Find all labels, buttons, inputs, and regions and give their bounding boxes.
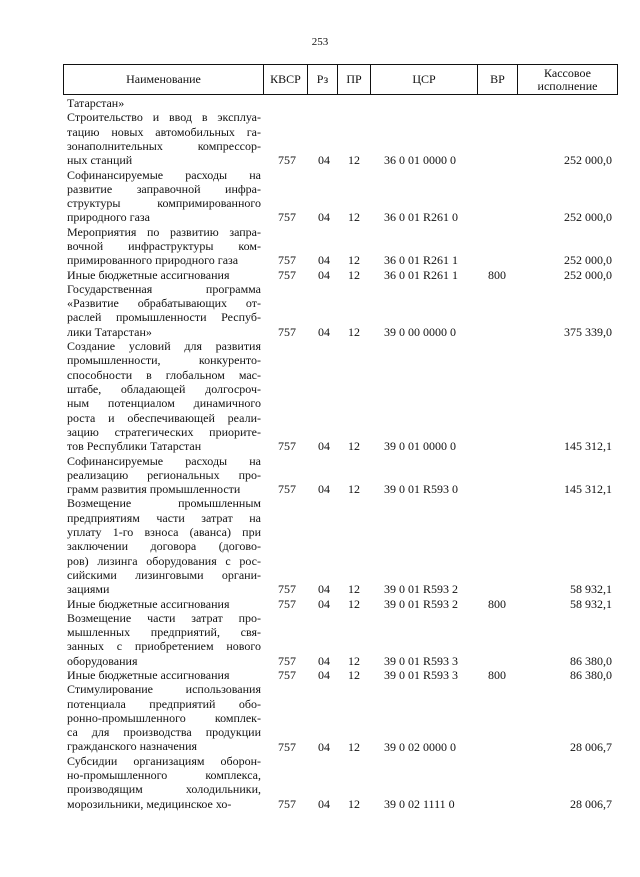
row-name-line: уплату 1-го взноса (аванса) при <box>67 524 261 539</box>
row-name-line: Иные бюджетные ассигнования <box>67 668 230 682</box>
row-name-line: са для производства продукции <box>67 725 261 740</box>
row-rz: 04 <box>318 582 330 597</box>
row-name-line: промышленности, конкуренто- <box>67 353 261 368</box>
row-pr: 12 <box>348 739 360 754</box>
row-kvsr: 757 <box>278 153 296 168</box>
row-name <box>67 496 261 596</box>
row-csr: 36 0 01 R261 0 <box>384 210 459 225</box>
row-rz: 04 <box>318 324 330 339</box>
row-name-line: занных с приобретением нового <box>67 639 261 654</box>
row-rz: 04 <box>318 210 330 225</box>
row-pr: 12 <box>348 267 360 282</box>
row-pr: 12 <box>348 596 360 611</box>
page-number: 253 <box>311 36 329 48</box>
row-name-line: сийскими лизинговыми органи- <box>67 567 261 582</box>
row-pr: 12 <box>348 482 360 497</box>
row-name-line: природного газа <box>67 210 150 225</box>
row-pr: 12 <box>348 253 360 268</box>
row-csr: 39 0 01 R593 2 <box>384 582 459 597</box>
row-name-line: Субсидии организациям оборон- <box>67 753 261 768</box>
row-name <box>67 282 261 339</box>
row-name-line: раслей промышленности Респуб- <box>67 310 261 325</box>
row-name-line: примированного природного газа <box>67 253 239 268</box>
row-name-line: штабе, обладающей долгосроч- <box>67 381 261 396</box>
row-rz: 04 <box>318 267 330 282</box>
row-kvsr: 757 <box>278 653 296 668</box>
row-csr: 39 0 02 1111 0 <box>384 796 455 811</box>
row-name-line: Софинансируемые расходы на <box>67 167 261 182</box>
row-name-line: ных станций <box>67 153 133 168</box>
row-amount: 145 312,1 <box>564 482 612 497</box>
row-name <box>67 454 261 497</box>
row-name-line: ным потенциалом динамичного <box>67 396 261 411</box>
row-name-line: реализацию региональных про- <box>67 467 261 482</box>
row-amount: 86 380,0 <box>570 653 612 668</box>
row-amount: 252 000,0 <box>564 267 612 282</box>
row-name-line: оборудования <box>67 653 138 668</box>
row-kvsr: 757 <box>278 739 296 754</box>
row-rz: 04 <box>318 739 330 754</box>
row-pr: 12 <box>348 668 360 682</box>
row-amount: 58 932,1 <box>570 582 612 597</box>
row-name-line: Строительство и ввод в эксплуа- <box>67 110 261 125</box>
row-csr: 36 0 01 R261 1 <box>384 253 459 268</box>
row-rz: 04 <box>318 153 330 168</box>
row-name-line: Государственная программа <box>67 281 261 296</box>
row-csr: 39 0 01 R593 2 <box>384 596 459 611</box>
row-name-line: Создание условий для развития <box>67 339 261 354</box>
row-name-line: зонаполнительных компрессор- <box>67 138 261 153</box>
row-vr: 800 <box>488 668 506 682</box>
row-rz: 04 <box>318 482 330 497</box>
row-name-line: вочной инфраструктуры ком- <box>67 238 261 253</box>
header-name: Наименование <box>64 65 264 95</box>
row-name <box>67 597 261 611</box>
row-csr: 36 0 01 R261 1 <box>384 267 459 282</box>
row-name-line: структуры компримированного <box>67 196 261 211</box>
row-vr: 800 <box>488 267 506 282</box>
row-csr: 36 0 01 0000 0 <box>384 153 456 168</box>
row-csr: 39 0 01 0000 0 <box>384 439 456 454</box>
row-pr: 12 <box>348 653 360 668</box>
row-name-line: тацию новых автомобильных га- <box>67 124 261 139</box>
row-name-line: Татарстан» <box>67 96 125 110</box>
row-pr: 12 <box>348 796 360 811</box>
row-pr: 12 <box>348 153 360 168</box>
header-kvsr: КВСР <box>264 65 308 95</box>
row-kvsr: 757 <box>278 596 296 611</box>
row-amount: 86 380,0 <box>570 668 612 682</box>
row-name <box>67 168 261 225</box>
row-name-line: зацию стратегических приорите- <box>67 424 261 439</box>
row-name-line: грамм развития промышленности <box>67 482 241 497</box>
row-rz: 04 <box>318 439 330 454</box>
row-name-line: предприятиям части затрат на <box>67 510 261 525</box>
row-csr: 39 0 01 R593 0 <box>384 482 459 497</box>
header-csr: ЦСР <box>371 65 478 95</box>
row-name <box>67 754 261 811</box>
row-pr: 12 <box>348 582 360 597</box>
row-csr: 39 0 00 0000 0 <box>384 324 456 339</box>
header-pr: ПР <box>338 65 371 95</box>
row-name-line: производящим холодильники, <box>67 782 261 797</box>
row-name-line: мышленных предприятий, свя- <box>67 625 261 640</box>
row-name-line: развитие заправочной инфра- <box>67 181 261 196</box>
row-kvsr: 757 <box>278 439 296 454</box>
row-pr: 12 <box>348 210 360 225</box>
header-amount-line1: Кассовое <box>544 65 591 80</box>
row-name-line: способности в глобальном мас- <box>67 367 261 382</box>
row-name-line: ров) лизинга оборудования с рос- <box>67 553 261 568</box>
row-amount: 28 006,7 <box>570 739 612 754</box>
row-name <box>67 682 261 753</box>
row-name-line: Софинансируемые расходы на <box>67 453 261 468</box>
row-name-line: тов Республики Татарстан <box>67 439 202 454</box>
row-name-line: Иные бюджетные ассигнования <box>67 596 230 611</box>
row-amount: 252 000,0 <box>564 210 612 225</box>
row-name <box>67 611 261 668</box>
row-vr: 800 <box>488 596 506 611</box>
row-amount: 252 000,0 <box>564 153 612 168</box>
header-amount-line2: исполнение <box>537 78 598 93</box>
row-name-line: заключении договора (догово- <box>67 539 261 554</box>
row-name-line: ронно-промышленного комплек- <box>67 710 261 725</box>
row-name-line: Стимулирование использования <box>67 682 261 697</box>
row-name-line: морозильники, медицинское хо- <box>67 796 232 811</box>
row-rz: 04 <box>318 596 330 611</box>
row-name-line: но-промышленного комплекса, <box>67 768 261 783</box>
row-name-line: потенциала предприятий обо- <box>67 696 261 711</box>
row-kvsr: 757 <box>278 582 296 597</box>
row-kvsr: 757 <box>278 668 296 682</box>
header-rz: Рз <box>308 65 338 95</box>
row-name-line: Мероприятия по развитию запра- <box>67 224 261 239</box>
row-name-line: гражданского назначения <box>67 739 198 754</box>
row-pr: 12 <box>348 324 360 339</box>
row-rz: 04 <box>318 796 330 811</box>
row-kvsr: 757 <box>278 253 296 268</box>
row-name <box>67 668 261 682</box>
row-kvsr: 757 <box>278 210 296 225</box>
row-kvsr: 757 <box>278 267 296 282</box>
row-name <box>67 339 261 453</box>
row-kvsr: 757 <box>278 796 296 811</box>
row-name-line: Возмещение промышленным <box>67 496 261 511</box>
row-name-line: лики Татарстан» <box>67 324 152 339</box>
row-name <box>67 110 261 167</box>
row-kvsr: 757 <box>278 324 296 339</box>
row-name-line: Иные бюджетные ассигнования <box>67 267 230 282</box>
row-name <box>67 268 261 282</box>
row-amount: 145 312,1 <box>564 439 612 454</box>
row-pr: 12 <box>348 439 360 454</box>
row-rz: 04 <box>318 253 330 268</box>
row-csr: 39 0 01 R593 3 <box>384 653 459 668</box>
row-amount: 58 932,1 <box>570 596 612 611</box>
row-amount: 252 000,0 <box>564 253 612 268</box>
row-kvsr: 757 <box>278 482 296 497</box>
row-rz: 04 <box>318 668 330 682</box>
row-csr: 39 0 02 0000 0 <box>384 739 456 754</box>
header-vr: ВР <box>478 65 518 95</box>
row-name-line: Возмещение части затрат про- <box>67 610 261 625</box>
row-name <box>67 225 261 268</box>
row-rz: 04 <box>318 653 330 668</box>
row-name-line: «Развитие обрабатывающих от- <box>67 296 261 311</box>
row-amount: 28 006,7 <box>570 796 612 811</box>
row-name <box>67 96 261 110</box>
row-name-line: роста и обеспечивающей реали- <box>67 410 261 425</box>
row-name-line: зациями <box>67 582 110 597</box>
row-csr: 39 0 01 R593 3 <box>384 668 459 682</box>
row-amount: 375 339,0 <box>564 324 612 339</box>
